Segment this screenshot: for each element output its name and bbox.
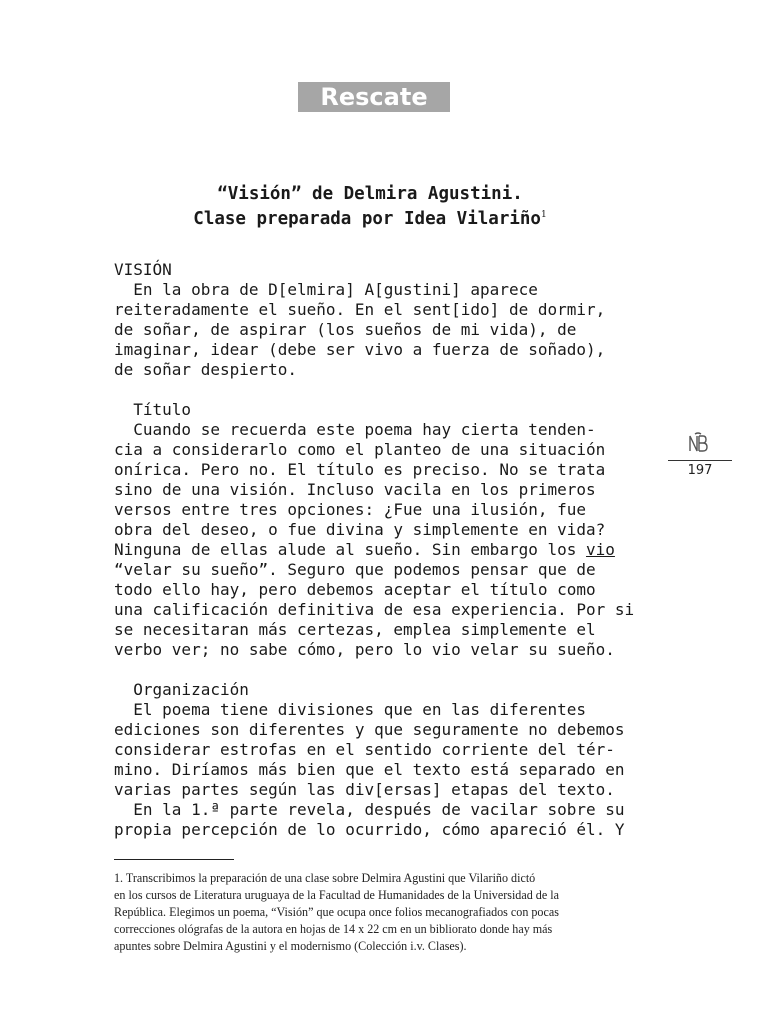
heading-vision: VISIÓN [114, 260, 172, 279]
text-line: En la 1.ª parte revela, después de vacilar sobre su [114, 800, 625, 819]
page-number: 197 [687, 463, 713, 478]
text-line: de soñar, de aspirar (los sueños de mi vida), de [114, 320, 577, 339]
text-line: reiteradamente el sueño. En el sent[ido] de dormir, [114, 300, 606, 319]
text-line: El poema tiene divisiones que en las diferentes [114, 700, 587, 719]
publisher-monogram-icon [686, 431, 710, 455]
section-banner: Rescate [298, 82, 450, 112]
text-line: ediciones son diferentes y que seguramente no debemos [114, 720, 625, 739]
text-line: obra del deseo, o fue divina y simplemente en vida? [114, 520, 606, 539]
text-line: “velar su sueño”. Seguro que podemos pensar que de [114, 560, 596, 579]
text-line: sino de una visión. Incluso vacila en los primeros [114, 480, 596, 499]
text-line: imaginar, idear (debe ser vivo a fuerza de soñado), [114, 340, 606, 359]
text-line: varias partes según las div[ersas] etapas del texto. [114, 780, 615, 799]
heading-titulo: Título [114, 400, 192, 419]
title-line-1: “Visión” de Delmira Agustini. [217, 184, 523, 204]
body-text [114, 260, 634, 840]
text-line: verbo ver; no sabe cómo, pero lo vio velar su sueño. [114, 640, 615, 659]
footnote-line: 1. Transcribimos la preparación de una clase sobre Delmira Agustini que Vilariño dictó [114, 871, 536, 885]
text-line: una calificación definitiva de esa experiencia. Por si [114, 600, 635, 619]
blank-line [114, 660, 634, 680]
text-line: mino. Diríamos más bien que el texto está separado en [114, 760, 625, 779]
footnote-ref: 1 [540, 210, 547, 220]
footnote-line: apuntes sobre Delmira Agustini y el modernismo (Colección i.v. Clases). [114, 939, 467, 953]
text-line: de soñar despierto. [114, 360, 298, 379]
title-line-2: Clase preparada por Idea Vilariño [193, 208, 541, 229]
underlined-word: vio [586, 540, 615, 559]
margin-divider [668, 460, 732, 461]
article-title [110, 184, 630, 230]
footnote-line: República. Elegimos un poema, “Visión” que ocupa once folios mecanografiados con pocas [114, 905, 559, 919]
text-line: versos entre tres opciones: ¿Fue una ilusión, fue [114, 500, 587, 519]
footnote-divider [114, 859, 234, 860]
text-line: propia percepción de lo ocurrido, cómo apareció él. Y [114, 820, 625, 839]
blank-line [114, 380, 634, 400]
text-line: todo ello hay, pero debemos aceptar el título como [114, 580, 596, 599]
text-line: se necesitaran más certezas, emplea simplemente el [114, 620, 596, 639]
footnote [114, 870, 634, 955]
heading-organizacion: Organización [114, 680, 249, 699]
text-line: Cuando se recuerda este poema hay cierta tenden- [114, 420, 596, 439]
text-segment: Ninguna de ellas alude al sueño. Sin embargo los [114, 540, 587, 559]
text-line: considerar estrofas en el sentido corriente del tér- [114, 740, 615, 759]
text-line [114, 540, 634, 560]
text-line: cia a considerarlo como el planteo de una situación [114, 440, 606, 459]
text-line: onírica. Pero no. El título es preciso. No se trata [114, 460, 606, 479]
footnote-line: correcciones ológrafas de la autora en hojas de 14 x 22 cm en un biblioratо donde hay más [114, 922, 553, 936]
text-line: En la obra de D[elmira] A[gustini] aparece [114, 280, 538, 299]
footnote-line: en los cursos de Literatura uruguaya de la Facultad de Humanidades de la Universidad de la [114, 888, 559, 902]
